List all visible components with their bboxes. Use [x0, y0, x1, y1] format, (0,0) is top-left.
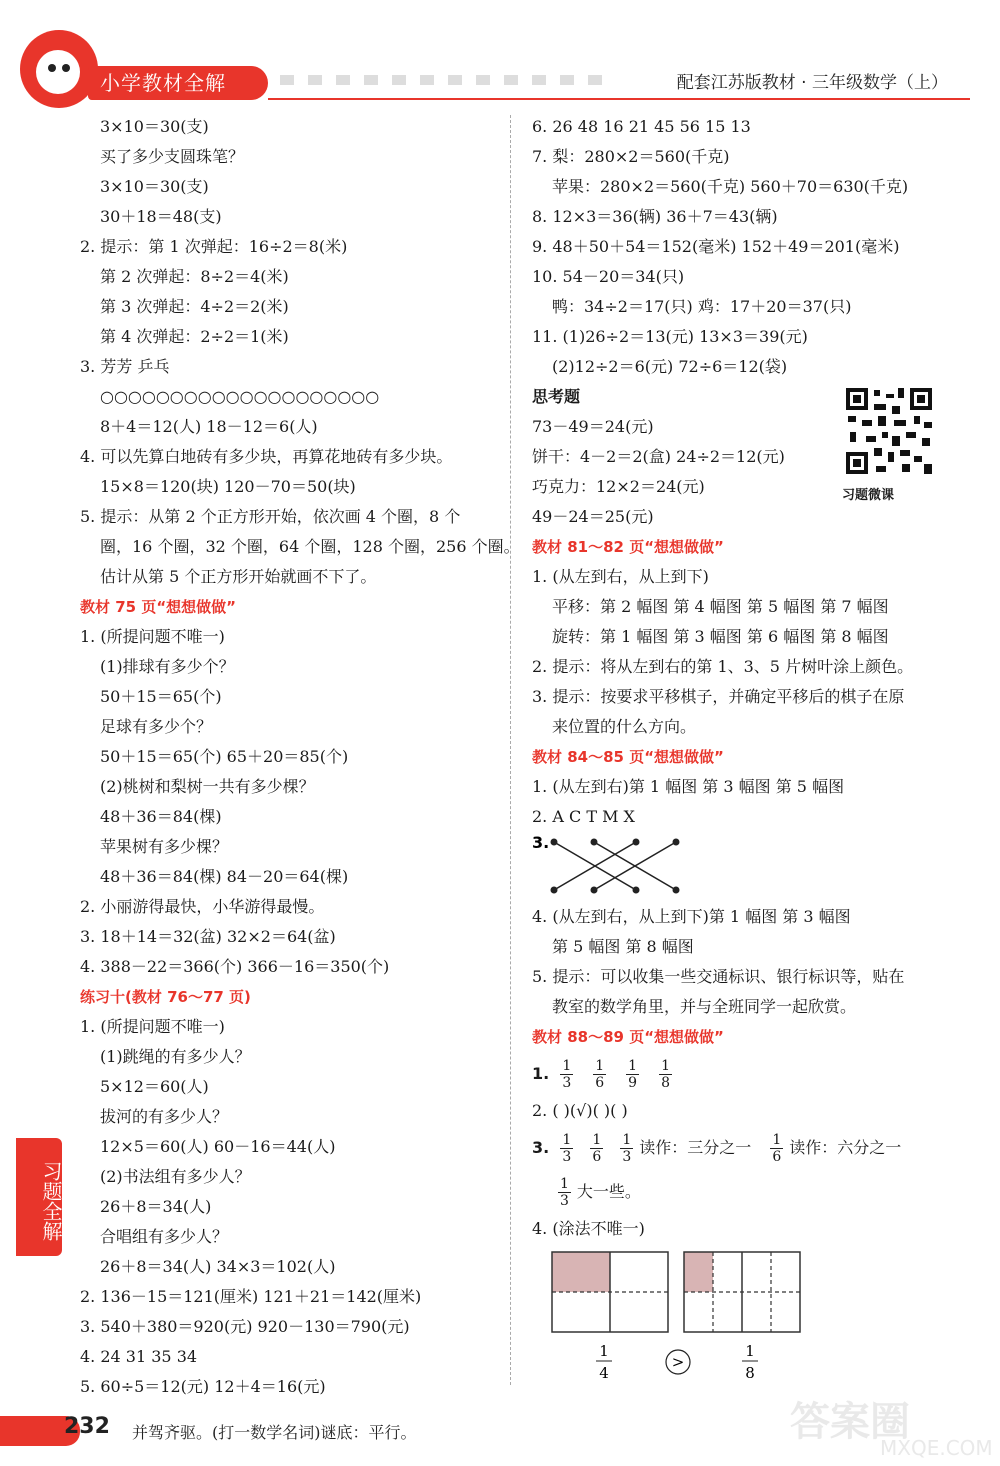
page-number: 232: [64, 1414, 110, 1439]
answer-line: 1. (所提问题不唯一): [80, 1017, 225, 1036]
fraction-one-third-c: $\frac{1}{3}$: [560, 1176, 569, 1209]
matching-lines: [554, 842, 676, 890]
book-title: 配套江苏版教材 · 三年级数学（上）: [676, 73, 948, 93]
answer-line: 48＋36＝84(棵) 84－20＝64(棵): [100, 867, 349, 886]
fraction-q1: [532, 1052, 962, 1096]
answer-line: (2)书法组有多少人？: [100, 1167, 251, 1186]
answer-line: 拔河的有多少人？: [100, 1107, 229, 1126]
answer-line: 1. (从左到右)第 1 幅图 第 3 幅图 第 5 幅图: [532, 777, 845, 796]
fraction-q3: [532, 1126, 962, 1170]
answer-line: 巧克力：12×2＝24(元): [532, 477, 705, 496]
answer-line: 教材 81～82 页“想想做做”: [532, 538, 724, 556]
answer-line: 50＋15＝65(个): [100, 687, 222, 706]
answer-line: 圈，16 个圈，32 个圈，64 个圈，128 个圈，256 个圈。: [100, 537, 520, 556]
answer-line: 15×8＝120(块) 120－70＝50(块): [100, 477, 356, 496]
answer-line: 9. 48＋50＋54＝152(毫米) 152＋49＝201(毫米): [532, 237, 900, 256]
answer-line: 3. 提示：按要求平移棋子，并确定平移后的棋子在原: [532, 687, 905, 706]
answer-line: 1. (从左到右，从上到下): [532, 567, 709, 586]
answer-line: 苹果树有多少棵？: [100, 837, 229, 856]
answer-line: (1)排球有多少个？: [100, 657, 235, 676]
answer-line: (2)12÷2＝6(元) 72÷6＝12(袋): [552, 357, 788, 376]
fraction-one-sixth: $\frac{1}{6}$: [592, 1132, 602, 1165]
read-one-sixth: 读作：六分之一: [789, 1138, 902, 1157]
fraction: $\frac{1}{3}$: [562, 1058, 572, 1091]
answer-line: 3. 18＋14＝32(盆) 32×2＝64(盆): [80, 927, 336, 946]
answer-line: 练习十(教材 76～77 页): [80, 988, 251, 1006]
answer-line: 4. (从左到右，从上到下)第 1 幅图 第 3 幅图: [532, 907, 851, 926]
right-column: [532, 112, 962, 1390]
fraction-one-third: $\frac{1}{3}$: [562, 1132, 572, 1165]
answer-line: 12×5＝60(人) 60－16＝44(人): [100, 1137, 336, 1156]
svg-text:1: 1: [599, 1342, 609, 1360]
mascot-eye-left: [48, 64, 56, 72]
svg-text:8: 8: [745, 1364, 755, 1382]
answer-line: 思考题: [532, 387, 581, 406]
fraction-rectangles: [532, 1250, 862, 1390]
answer-line: 4. 388－22＝366(个) 366－16＝350(个): [80, 957, 390, 976]
answer-line: 估计从第 5 个正方形开始就画不下了。: [100, 567, 377, 586]
fraction-one-sixth-b: $\frac{1}{6}$: [772, 1132, 782, 1165]
answer-line: 5. 提示：从第 2 个正方形开始，依次画 4 个圈，8 个: [80, 507, 461, 526]
answer-line: 教材 88～89 页“想想做做”: [532, 1028, 724, 1046]
fraction: $\frac{1}{6}$: [595, 1058, 605, 1091]
answer-line: 4. 24 31 35 34: [80, 1347, 198, 1366]
answer-line: 5. 提示：可以收集一些交通标识、银行标识等，贴在: [532, 967, 905, 986]
rectangle-quarters: [552, 1252, 668, 1332]
watermark: 答案圈: [790, 1399, 910, 1445]
answer-line: 2. 提示：将从左到右的第 1、3、5 片树叶涂上颜色。: [532, 657, 914, 676]
left-column: [80, 112, 520, 1402]
answer-line: 4. 可以先算白地砖有多少块，再算花地砖有多少块。: [80, 447, 453, 466]
q3b-label: 3.: [532, 1138, 550, 1157]
read-one-third: 读作：三分之一: [639, 1138, 752, 1157]
answer-line: 合唱组有多少人？: [100, 1227, 229, 1246]
answer-line: 旋转：第 1 幅图 第 3 幅图 第 6 幅图 第 8 幅图: [552, 627, 889, 646]
brand-title: 小学教材全解: [88, 66, 268, 100]
answer-line: (1)跳绳的有多少人？: [100, 1047, 251, 1066]
answer-line: 鸭：34÷2＝17(只) 鸡：17＋20＝37(只): [552, 297, 852, 316]
answer-line: 30＋18＝48(支): [100, 207, 222, 226]
page-header: [0, 0, 1000, 110]
mascot-face: [36, 50, 80, 94]
answer-line: 3. 芳芳 乒乓: [80, 357, 170, 376]
answer-line: 3×10＝30(支): [100, 117, 209, 136]
compare-sign: >: [671, 1353, 685, 1371]
mascot-eye-right: [62, 64, 70, 72]
qr-label: 习题微课: [842, 488, 895, 503]
bigger-text: 大一些。: [576, 1182, 641, 1201]
answer-line: 6. 26 48 16 21 45 56 15 13: [532, 117, 751, 136]
answer-line: 8＋4＝12(人) 18－12＝6(人): [100, 417, 318, 436]
fraction: $\frac{1}{9}$: [628, 1058, 638, 1091]
answer-line: 3. 540＋380＝920(元) 920－130＝790(元): [80, 1317, 410, 1336]
side-tab: 习题全解: [16, 1138, 62, 1256]
answer-line: 5. 60÷5＝12(元) 12＋4＝16(元): [80, 1377, 326, 1396]
answer-line: 足球有多少个？: [100, 717, 213, 736]
answer-line: 8. 12×3＝36(辆) 36＋7＝43(辆): [532, 207, 778, 226]
answer-line: 教材 84～85 页“想想做做”: [532, 748, 724, 766]
comparison-row: [596, 1342, 758, 1382]
answer-line: 2. 提示：第 1 次弹起：16÷2＝8(米): [80, 237, 348, 256]
q3-label: 3.: [532, 833, 550, 852]
answer-line: 2. 136－15＝121(厘米) 121＋21＝142(厘米): [80, 1287, 422, 1306]
answer-line: 5×12＝60(人): [100, 1077, 209, 1096]
fraction-q4: 4. (涂法不唯一): [532, 1219, 645, 1238]
answer-line: 买了多少支圆珠笔？: [100, 147, 245, 166]
answer-line: 10. 54－20＝34(只): [532, 267, 685, 286]
column-divider: [510, 115, 511, 1385]
svg-text:1: 1: [745, 1342, 755, 1360]
answer-line: 48＋36＝84(棵): [100, 807, 222, 826]
answer-line: 49－24＝25(元): [532, 507, 654, 526]
answer-line: 第 2 次弹起：8÷2＝4(米): [100, 267, 289, 286]
fraction-q2: 2. ( )(√)( )( ): [532, 1101, 628, 1120]
answer-line: 教室的数学角里，并与全班同学一起欣赏。: [552, 997, 857, 1016]
answer-line: 2. 小丽游得最快，小华游得最慢。: [80, 897, 325, 916]
answer-line: 50＋15＝65(个) 65＋20＝85(个): [100, 747, 349, 766]
header-rule: [268, 98, 970, 100]
answer-line: 第 4 次弹起：2÷2＝1(米): [100, 327, 289, 346]
answer-line: 3×10＝30(支): [100, 177, 209, 196]
answer-line: (2)桃树和梨树一共有多少棵？: [100, 777, 315, 796]
answer-line: 11. (1)26÷2＝13(元) 13×3＝39(元): [532, 327, 808, 346]
answer-line: 73－49＝24(元): [532, 417, 654, 436]
answer-line: 26＋8＝34(人) 34×3＝102(人): [100, 1257, 336, 1276]
answer-line: 来位置的什么方向。: [552, 717, 697, 736]
matching-dots: [551, 839, 680, 894]
answer-line: ○○○○○○○○○○○○○○○○○○○○: [100, 387, 380, 406]
answer-line: 26＋8＝34(人): [100, 1197, 212, 1216]
fraction-one-third-b: $\frac{1}{3}$: [622, 1132, 632, 1165]
answer-line: 第 5 幅图 第 8 幅图: [552, 937, 694, 956]
qr-code[interactable]: [844, 386, 934, 476]
rectangle-eighths: [684, 1252, 800, 1332]
answer-line: 2. A C T M X: [532, 807, 635, 826]
header-decoration: [280, 75, 610, 85]
footer-riddle: 并驾齐驱。(打一数学名词)谜底：平行。: [132, 1423, 417, 1442]
answer-line: 教材 75 页“想想做做”: [80, 598, 237, 616]
answer-line: 1. (所提问题不唯一): [80, 627, 225, 646]
watermark-url: MXQE.COM: [880, 1436, 993, 1460]
fraction-q3-compare: [532, 1170, 962, 1214]
fraction: $\frac{1}{8}$: [661, 1058, 670, 1091]
answer-line: 7. 梨：280×2＝560(千克): [532, 147, 730, 166]
answer-line: 苹果：280×2＝560(千克) 560＋70＝630(千克): [552, 177, 909, 196]
svg-text:4: 4: [599, 1364, 609, 1382]
answer-line: 饼干：4－2＝2(盒) 24÷2＝12(元): [532, 447, 785, 466]
answer-line: 第 3 次弹起：4÷2＝2(米): [100, 297, 289, 316]
q1-label: 1.: [532, 1064, 550, 1083]
answer-line: 平移：第 2 幅图 第 4 幅图 第 5 幅图 第 7 幅图: [552, 597, 889, 616]
matching-lines-diagram: [532, 832, 692, 902]
